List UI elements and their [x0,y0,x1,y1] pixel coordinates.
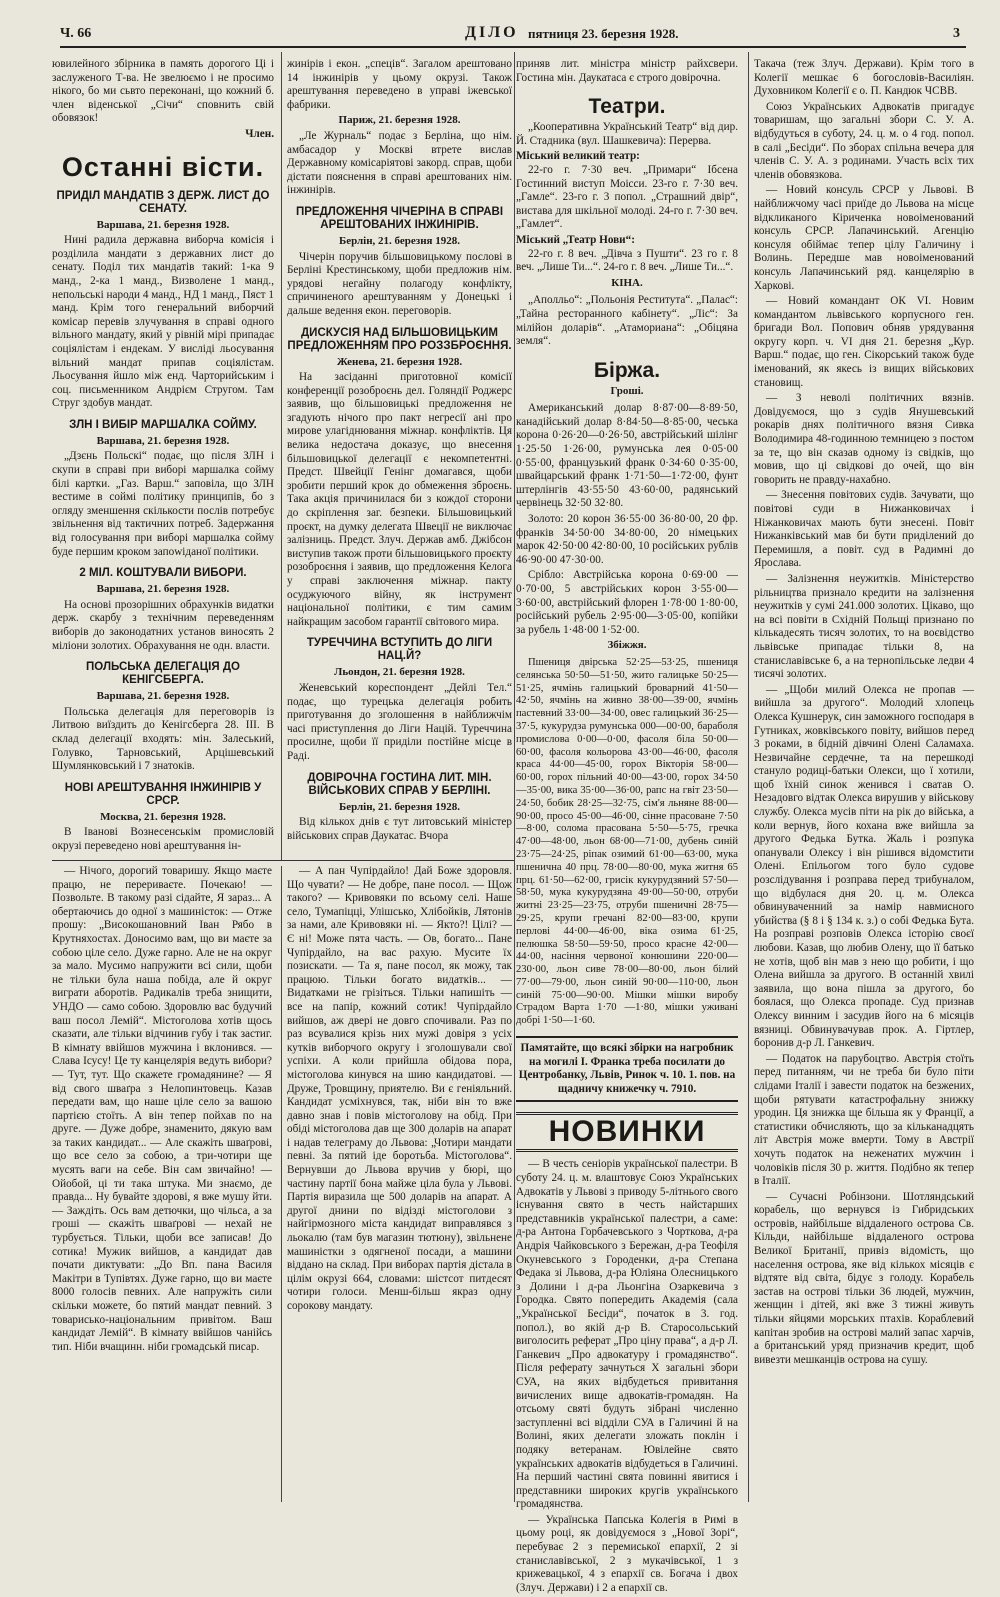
article-headline: ПРЕДЛОЖЕННЯ ЧІЧЕРІНА В СПРАВІ АРЕШТОВАНИХ ІНЖИНІРІВ. [295,205,504,231]
column-rule [281,866,282,1502]
grain-prices: Пшениця двірська 52·25—53·25, пшениця селянська 50·50—51·50, жито галицьке 50·25—51·25, ячмінь галицький броварний 41·50—42·50, ячмінь на живно 38·00—39·00, ячмінь пастевний 33·00—34·00, овес галицький 36·25—37·5, кукурудза румунська 000—00·00, бараболя промислова 0·00—0·00, фасоля біла 50·00—60·00, фасоля кольорова 43·00—46·00, фасоля краса 44·00—45·00, горох Вікторія 58·00—60·00, горох пільний 40·00—43·00, горох 34·50—35·00, вика 35·00—36·00, рапс на гвіт 23·50—24·50, бобик 28·25—32·75, сім'я льняне 88·00—90·00, просо 45·00—46·00, сінне прасоване 7·50—8·00, солома прасована 5·50—5·75, гречка 47·00—48·00, льон 68·00—71·00, дубень синій 23·75—24·25, ріпак озимий 61·00—63·00, мука пшенична 40 прц. 78·00—80·00, мука житня 65 прц. 61·50—62·00, грисік кукурудзяний 57·50—58·50, мука кукурудзяна 49·00—50·00, отруби житні 23·25—23·75, отруби пшеничні 28·75—29·25, крупи гречані 82·00—83·00, крупи перлові 44·00—46·00, віка озима 61·25, пелюшка 58·50—59·50, просо красне 42·00—44·00, насіння червоної конюшини 220·00—230·00, льон сиве 78·00—80·00, льон білий 77·00—79·00, льон синій 90·00—110·00, льон синій 75·00—90·00. Мішки мішки виробу Страдом Варта 1·70 —1·80, мішки уживані добрі 1·50—1·60. [516,656,738,1027]
section-title: Останні вісти. [61,151,265,182]
section-subtitle: Гроші. [610,384,644,397]
article-headline: ДОВІРОЧНА ГОСТИНА ЛИТ. МІН. ВІЙСЬКОВИХ СПРАВ У БЕРЛІНІ. [307,771,492,797]
theatre-listing: „Кооперативна Український Театр“ від дир. Й. Стадника (вул. Шашкевича): Перерва. [516,121,738,147]
section-title: НОВИНКИ [516,1112,738,1152]
news-item: — Сучасні Робінзони. Шотляндський корабель, що вернувся із Гибридських островів, найбільше віддаленого острова Св. Кільди, найбільше віддаленого острова Великої Британії, привіз відомість, що населення острова, яке від кількох місяців є відтяте від світа, бідує з голоду. Корабель застав на острові тільки 36 людей, мужчин, женщин і дітей, які вже 3 тижні живуть тільки яйцями морських птахів. Кораблевий капітан зробив на острові малий запас харчів, а британський уряд призначив кредит, щоб вивезти мешканців острова на сушу. [754,1190,974,1366]
article-text: ювилейного збірника в память дорогого Ці і заслуженого Т-ва. Не звелюємо і не просимо нікого, бо ми сьвто переконані, що кожний б. член віденської „Січи“ сповнить свій обовязок! [52,58,274,125]
article-headline: ПРИДІЛ МАНДАТІВ З ДЕРЖ. ЛИСТ ДО СЕНАТУ. [56,189,270,215]
news-item: — Податок на парубоцтво. Австрія стоїть перед питанням, чи не треба би було піти слідами Італії і завести податок на безжених, щоби рятувати катастрофальну знижку уродин. Ця знижка ще більша як у Франції, а статистики обчисляють, що за кільканадцять літ Австрія може вмерти. Тому в Австрії хочуть податок на неженатих мужчин і чоловіків після 30 р. життя. Подібно як тепер в Італії. [754,1052,974,1188]
news-item: — Новий командант ОК VI. Новим командантом львівського корпусного ген. бригади Вол. Попович обняв урядування округу корп. ч. VI дня 21. березня „Кур. Варш.“ подає, що ген. Сікорський також буде іменований, як якесь із вищих військових становищ. [754,295,974,389]
news-item: Такача (теж Злуч. Держави). Крім того в Колегії мешкає 6 богословів-Василіян. Духовником Колегії є о. П. Кандюк ЧСВВ. [754,58,974,98]
column-1 [52,58,274,856]
article-text: Женевський кореспондент „Дейлі Тел.“ подає, що турецька делегація робить приготування до зголошення в найближчім часі приступлення до Ліги Націй. Туреччина просилне, щоби її приділи постійне місце в Раді. [287,681,512,762]
feuilleton-right [287,865,512,1316]
article-headline: 2 МІЛ. КОШТУВАЛИ ВИБОРИ. [79,567,247,580]
article-text: На основі прозорішних обрахунків видатки держ. скарбу з технічним переведенням виборів до законодатних установ виносять 2 мілiони золотих. Обрахування не одн. власти. [52,598,274,652]
dateline: Женева, 21. березня 1928. [336,355,463,368]
article-text: На засіданні приготовної комісії конференції розоброєнь дел. Голяндії Роджерс заявив, що більшовицькі предложення не згадують нічого про пакт негресії ані про мирове улагіднювання міжнар. конфліктів. Ця велика недостача доказує, що внесення більшовицької делегації є некомпетентні. Предст. Швейції Генінг домагався, щоби зробити перший крок до обмеження зброєнь. Така акція причинилася би з кождої сторони до скріплення заг. безпеки. Більшовицький проєкт, на думку делегата Швеції не виключає залізниць. Предст. Злуч. Держав амб. Джібсон виступив також проти більшовицького проєкту розоброєння і заявив, що предложення Келога у справі заключення міжнар. пакту осуджуючого війну, як інструмент національної політики, є тим самим найкращим засобом гарантії світового мира. [287,371,512,628]
dateline: Москва, 21. березня 1928. [100,810,226,823]
theatre-listing: 22-го г. 8 веч. „Дівча з Пушти“. 23 го г. 8 веч. „Лише Ти...“. 24-го г. 8 веч. „Лише Ти...“. [516,247,738,274]
exchange-rates: Срібло: Австрійська корона 0·69·00 —0·70·00, 5 австрійських корон 3·55·00—3·60·00, австрійський флорен 1·78·00 1·80·00, російський рубель 2·95·00—3·05·00, копійки за рубель 1·48·00 1·52·00. [516,569,738,636]
news-item: Союз Українських Адвокатів пригадує товаришам, що загальні збори С. У. А. відбудуться в суботу, 24. ц. м. о 4 год. попол. в салі „Бесіди“. По зборах спільна вечера для членів С. У. А. з родинами. Участь всіх тих членів обовязкова. [754,100,974,181]
article-text: Від кількох днів є тут литовський міністер військових справ Даукатас. Вчора [287,816,512,842]
article-text: „Дзєнь Польскі“ подає, що після ЗЛН і скупи в справі при виборі маршалка сойму білі картки. „Газ. Варш.“ заповіла, що ЗЛН вестиме в соймі політику принципів, бо з огляду зменшення скількости послів потребує звільнення від тактичних потреб. Зaдержання від голосування при виборі маршалка сойму буде першим кроком запowіданої політики. [52,450,274,558]
feuilleton-text: — Нічого, дорогий товаришу. Якщо маєте працю, не перериваєте. Почекаю! — Позвольте. В такому разі сідайте, Я зараз... А обертаючись до одної з машиністок: — Отже прошу: „Високошановний Іван Рябо в Крутняхостах. Доносимо вам, що ви маєте за собою ціле село. Дуже гарно. Але не на округ за мало. Мусимо напружити всі сили, щоби не тільки була наша побіда, але й округ виграти аборотів. Радикалів треба знищити, УНДО — само собою. Здоровлю вас будучий ваш посол Лемій“. Містоголова хотів щось сказати, але тільки відчинив губу і так застиг. В кімнату ввійшов мужчина і вклонився. — Слава Ісусу! Це ту канцелярія ведуть вибори? — Тут, тут. Що скажете громадянине? — Я від свого шваґра з Нелопинтовець. Казав передати вам, що наше ціле село за вашою партією стоїть. А він тепер пойхав по на друге. — Дуже добре, знаменито, дякую вам за таких кандидат... — Але скажіть шваґрові, що все село за собою, а три-чотири ще мусять ваги на себе. Він сам звичайно! — Ойобой, ці ти така штука. Ми знаємо, де правда... Ну бувайте здорові, я вже мушу йти. — Зaждіть. Ось вам детючки, що чільса, а за гроші — скажіть шваґрові — нехай не турбується. Тільки, щоби все записав! До сотика! Мужик вийшов, а кандидат дав почати диктувати: „До Вп. пана Василя Макітри в Тупівтях. Дуже гарно, що ви маєте 8000 голосів певних. Але напружіть сили скільки можете, бо пятий мандат певний. З товариськo-національним привітом. Ваш кандидат Лемій“. В кімнату ввійшов чанійсь тип. Ніби вчащинн. ніби громадськй писар. [52,865,272,1353]
article-text: приняв лит. міністра міністр райхсвери. Гостина мін. Даукатаса є строго довірочна. [516,58,738,84]
article-text: Чічерін поручив більшовицькому послові в Берліні Крестинському, щоби предложив нім. урядові негайну полагоду конфлікту, спричиненого арештуванням у Донецькі і дальше ведення екон. переговорів. [287,250,512,317]
article-text: Польська делегація для переговорів із Литвою виїздить до Кенігсберга 28. ІІІ. В склад делегації входять: мін. Залеський, Голувко, Тарновський, Арцішевський Шумлянковський і 7 знатоків. [52,705,274,773]
dateline: Варшава, 21. березня 1928. [96,434,230,447]
dateline: Берлін, 21. березня 1928. [338,800,460,813]
section-subtitle: Збіжжя. [607,639,647,652]
news-item: — З неволі політичних вязнів. Довідуємося, що з судів Янушевський рокарів днях політичного вязня Сивка Володимира 48-годинною темницею з постом за те, що він сказав одному із свідків, що мовив, що ці свідкові до очей, що він говорить не правду-нахабно. [754,392,974,486]
column-4 [754,58,974,1369]
page-label: Ч. 66 [60,26,92,41]
feuilleton-text: — А пан Чупірдайло! Дай Боже здоровля. Що чувати? — Не добре, пане посол. — Щож такого? — Кривовяки по всьому селі. Наше село, Тумапіцці, Улішсько, Хлібойків, Лятонів за нами, але Кривовяки ні. — Якто?! Цілі? — Є ні! Може пята часть. — Ов, богато... Пане Чупірдайло, на вас рахую. Мусите їх позискати. — Та я, пане посол, як можу, так працюю. Тільки богато видатків... — Видатками не грізіться. Тільки напишіть — все на папір, кожний сотик! Чупірдайло вийшов, аж двері не довго спочивали. Раз по раз всувалися крізь них мужі довіря з усіх кутків виборчого округу і зголошували свої успіхи. А коли прийшла обідова пора, містоголова кинувся на шию кандидатові. — Друже, Тровщину, приятелю. Ви є гeніяльний. Кандидат усміхнувся, так, ніби він то вже давно знав і повів містоголову на обід. При обіді містоголова дав ще 300 доларів на апарат і надав телеграму до Львова: „Чотири мандати певні. За пятий іде боротьба. Містоголова“. Вернувши до Львова вручив у бюрі, що частину партії бона майже ціла була у Львові. Партія виразила ще 500 доларів на апарат. А другої днини по відізді містоголови з найгірмозного міста кандидат виправлявся з льокалю (там був магазин тютюну), звільнене машиністки з одягненої посади, а машини віддано на склад. При виборах партія дістала в цілім окрузі 664, словами: шістсот питдесят чотири голоси. Менш-більш якраз одну сорокову мандату. [287,865,512,1312]
theatre-name: Міський великий театр: [516,150,640,163]
cinema-listing: „Аполльо“: „Польонія Реститута“. „Палас“: „Тайна ресторанного кабінету“. „Ліс“: За мілійон доларів“. „Атамориана“: „Обіцяна земля“. [516,294,738,348]
article-text: „Ле Журналь“ подає з Берліна, що нім. амбасадор у Москві втрете вислав Державному комісаріятові закорд. справ, щоби дістати пояснення в справі арештованих нім. інжинірів. [287,129,512,197]
page-number: 3 [953,26,960,41]
news-item: — Залізнення неужитків. Міністерство рільництва признало кредити на залізнення неужитків у сумі 241.000 золотих. Цікаво, що на всі повіти в Східній Польщі признано по кількадесять тисяч золотих, то на воєвідство львівське припадає тільки 8, на станиславівське 6, а на тернопільське ледви 4 тисячі золотих. [754,572,974,681]
article-headline: ПОЛЬСЬКА ДЕЛЕГАЦІЯ ДО КЕНІГСБЕРГА. [86,661,240,687]
newspaper-title: ДІЛО [465,24,519,41]
article-headline: ЗЛН І ВИБІР МАРШАЛКА СОЙМУ. [69,418,257,431]
column-rule [514,52,515,1502]
article-text: жинірів і екон. „спеців“. Загалом арештовано 14 інжинірів у цьому окрузі. Також арештування переведено в управі іжевської фабрики. [287,58,512,111]
dateline: Варшава, 21. березня 1928. [96,583,230,596]
theatre-listing: 22-го г. 7·30 веч. „Примари“ Ібсена Гостинний виступ Моісси. 23-го г. 7·30 веч. „Гамле“. 23-го г. 3 попол. „Страшний двір“, вистава для шкільної молоді. 24-го г. 7·30 веч. „Гамлет“. [516,163,738,231]
news-item: — В честь сеніорів української палестри. В суботу 24. ц. м. влаштовує Союз Українських Адвокатів у Львові з приводу 5-літнього свого існування свято в честь найстарших представників української палестри, а саме: д-ра Антона Горбачевського з Чорткова, д-ра Андрія Чайковського з Бережан, д-ра Теофіля Окуневського з Городенки, д-ра Степана Федака зі Львова, д-ра Юліяна Олесницького з Долини і д-ра Льонгіна Озаркевича з Городка. Свято попередить Академія (сала „Української Бесіди“, початок в 3. год. попол.), во якій д-р В. Старосольський виголосить реферат „Про ціну права“, а д-р Л. Ганкевич „Про адвокатуру і громадянство“. Після реферату зачнуться X загальні збори СУА, на яких відбудеться привитання вичислених вище адвокатів-громадян. На отсьому святі будуть зібрані численно заступленні всі відділи СУА в Галичині й на Волині, яких делегати зложать поклін і подяку ветеранам. Ювілейне свято українських адвокатів відбудеться в Галичині. На перший частині свята повинні явитися і представники широких кругів українського громадянства. [516,1158,738,1511]
news-item: — Українська Папська Колегія в Римі в цьому році, як довідуємося з „Нової Зорі“, перебуває 2 з перемиської епархії, 2 зі станиславівської, 2 з мукачівської, 1 з крижевацької, 4 з епархії св. Богача і двох (Злуч. Держави) і 2 а епархії св. [516,1513,738,1594]
news-item: — Новий консуль СРСР у Львові. В найближчому часі приїде до Львова на місце відкликаного Кіриченка новоіменований консуль СРСР. Лапачинський. Агенцію консуля обіймає тепер цілу Галичину і Волинь. Передше мав новоіменований консуль Лапачинський ряд. канцелярію в Харкові. [754,184,974,292]
issue-date: пятниця 23. березня 1928. [528,26,679,41]
exchange-rates: Американський долар 8·87·00—8·89·50, канадійський долар 8·84·50—8·85·00, чеська корона 0·26·20—0·26·50, австрійський шілінг 1·25·50 1·26·00, румунська лея 0·05·00 0·55·00, французький франк 0·34·60 0·35·00, швайцарський франк 1·71·50—1·72·00, фунт штерлінгів 43·55·50 43·60·00, радянський червінець 32·50 32·80. [516,402,738,510]
exchange-rates: Золото: 20 корон 36·55·00 36·80·00, 20 фр. франків 34·50·00 34·80·00, 20 німецьких марок 42·50·00 42·80·00, 10 російських рублів 46·90·00 47·30·00. [516,513,738,566]
article-headline: ТУРЕЧЧИНА ВСТУПИТЬ ДО ЛІГИ НАЦ.Й? [306,637,493,663]
section-title: Театри. [588,95,666,119]
column-3 [516,58,738,1597]
column-rule [281,52,282,860]
notice-box: Памятайте, що всякі збірки на нагробник на могилі І. Франка треба посилати до Центробанку, Львів, Ринок ч. 10. 1. пов. на щадничу книжечку ч. 7910. [516,1036,738,1102]
section-title: Біржа. [593,358,661,382]
article-text: Нині радила державна виборча комісія і розділила мандати з державних лист до сенату. Поділ тих мандатів такий: 1-ка 9 манд., 2-ка 1 манд., Визволене 1 манд., непольські народи 4 манд., НД 1 манд., Пяст 1 манд. Крім того генеральний виборчий комісар перевів злучування в справі одного вільного мандату, який у рівній мірі припадає соціялістам і ендекам. У висліді льосування вільний мандат припав соціялістам. Льосування йшло між енд. Чарторийським і соц. письменником Андрієм Стругом. Там Струг здобув мандат. [52,234,274,410]
article-headline: НОВІ АРЕШТУВАННЯ ІНЖИНІРІВ У СРСР. [64,781,262,807]
dateline: Варшава, 21. березня 1928. [96,690,230,703]
dateline: Льондон, 21. березня 1928. [334,666,465,679]
news-item: — Знесення повітових судів. Зачувати, що повітові суди в Нижанковичах і Ніжанковичах мають бути знесені. Повіт Нижанківський мав би бути приділений до Перемишля, а повіт. суд в Радимні до Ярослава. [754,489,974,570]
feuilleton-left [52,865,272,1356]
theatre-name: Міський „Театр Нови“: [516,233,635,246]
dateline: Варшава, 21. березня 1928. [96,218,230,231]
column-2 [287,58,512,845]
section-subtitle: КІНА. [611,276,643,289]
signature: Член. [245,127,274,140]
dateline: Париж, 21. березня 1928. [338,114,461,127]
dateline: Берлін, 21. березня 1928. [338,234,460,247]
news-item: — „Щоби милий Олекса не пропав — вийшла за другого“. Молодий хлопець Олекса Кушнерук, син заможного господаря в Гутниках, жовківського повіту, вийшов перед 3 роками, в бідній дівчині Олені Саламаха. Незвичайне сердечне, та на перешкоді стануло родиці-батьки Олекси, що ї хотили, щоб їхній синок женився і сватав О. Незадовго відтак Олекса вирушив у військову службу. Олекса мусів піти на рік до війська, а коли вернув, його кохана вже вийшла за другого Федька Бутка. Жаль і розпука опанували Олексу і він рішився відомстити Олені. Епільогом того було судове розслідування і розправа перед трибуналом, що відбулася дня 20. ц. м. Олекса обвинуваченний за намір навмисного убийства (§ 8 і § 134 к. з.) о собі Федька Бута. На розправі розповів Олекса історію своєї любови. Казав, що любив Олену, що її батько не хотів, щоб він мав з нею що робити, і що Олена вийшла за другого. В останній хвилі заявила, що вона пішла за другого, бо боялася, що Олекса пропаде. Суд признав Олексу винним і засудив його на 6 місяців вязниці. Обвинувачував прок. А. Гіртлер, боронив д-р Л. Ганкевич. [754,683,974,1050]
article-text: В Іванові Вознесенськім промисловій окрузі переведено нові арештування ін- [52,826,274,852]
article-headline: ДИСКУСІЯ НАД БІЛЬШОВИЦЬКИМ ПРЕДЛОЖЕННЯМ ПРО РОЗЗБРОЄННЯ. [287,326,512,352]
column-rule [748,52,749,1502]
masthead [60,26,966,48]
section-divider [52,860,514,861]
